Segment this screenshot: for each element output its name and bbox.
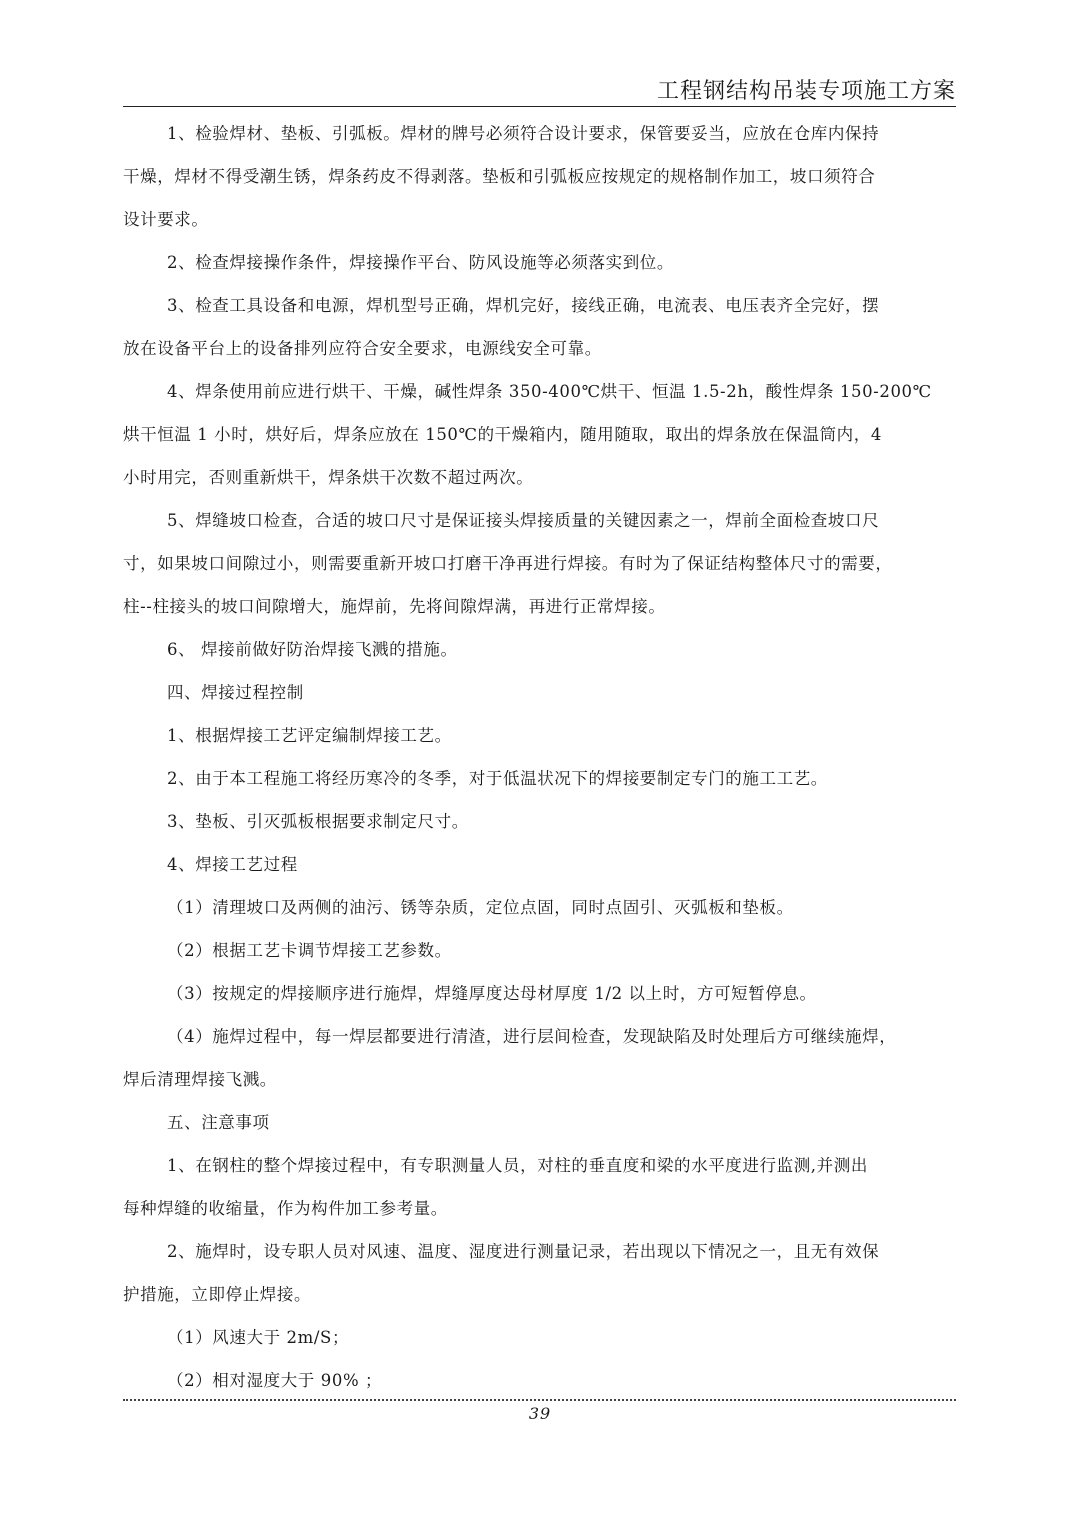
footer-dotted-rule [123, 1399, 956, 1401]
paragraph [123, 1316, 956, 1359]
paragraph [123, 1359, 956, 1402]
paragraph-line: 护措施，立即停止焊接。 [123, 1285, 312, 1304]
paragraph [123, 714, 956, 757]
paragraph [123, 241, 956, 284]
paragraph-line: （4）施焊过程中，每一焊层都要进行清渣，进行层间检查，发现缺陷及时处理后方可继续施焊， [167, 1027, 897, 1046]
paragraph-line: 4、焊接工艺过程 [167, 855, 298, 874]
paragraph-line: 设计要求。 [123, 210, 209, 229]
paragraph-line: 烘干恒温 1 小时，烘好后，焊条应放在 150℃的干燥箱内，随用随取，取出的焊条放在保温筒内，4 [123, 425, 882, 444]
paragraph-line: 干燥，焊材不得受潮生锈，焊条药皮不得剥落。垫板和引弧板应按规定的规格制作加工，坡口须符合 [123, 167, 876, 186]
paragraph-line: （1）风速大于 2m/S； [167, 1328, 350, 1347]
paragraph-line: 四、焊接过程控制 [167, 683, 304, 702]
paragraph [123, 800, 956, 843]
paragraph-line: （2）根据工艺卡调节焊接工艺参数。 [167, 941, 452, 960]
paragraph [123, 886, 956, 929]
paragraph-line: 1、在钢柱的整个焊接过程中，有专职测量人员，对柱的垂直度和梁的水平度进行监测,并测出 [167, 1156, 868, 1175]
paragraph [123, 112, 956, 241]
paragraph-line: 2、检查焊接操作条件，焊接操作平台、防风设施等必须落实到位。 [167, 253, 674, 272]
document-body [123, 112, 956, 1402]
paragraph [123, 929, 956, 972]
paragraph [123, 843, 956, 886]
paragraph-line: 1、根据焊接工艺评定编制焊接工艺。 [167, 726, 452, 745]
paragraph-line: 小时用完，否则重新烘干，焊条烘干次数不超过两次。 [123, 468, 534, 487]
paragraph [123, 1101, 956, 1144]
paragraph-line: （1）清理坡口及两侧的油污、锈等杂质，定位点固，同时点固引、灭弧板和垫板。 [167, 898, 794, 917]
paragraph-line: 4、焊条使用前应进行烘干、干燥，碱性焊条 350-400℃烘干、恒温 1.5-2h，酸性焊条 150-200℃ [167, 382, 932, 401]
paragraph-line: （3）按规定的焊接顺序进行施焊，焊缝厚度达母材厚度 1/2 以上时，方可短暂停息。 [167, 984, 817, 1003]
paragraph-line: 5、焊缝坡口检查，合适的坡口尺寸是保证接头焊接质量的关键因素之一，焊前全面检查坡口尺 [167, 511, 880, 530]
header-rule [123, 106, 956, 107]
paragraph-line: 6、 焊接前做好防治焊接飞溅的措施。 [167, 640, 458, 659]
paragraph [123, 499, 956, 628]
paragraph [123, 757, 956, 800]
paragraph-line: 五、注意事项 [167, 1113, 270, 1132]
paragraph [123, 972, 956, 1015]
paragraph-line: 每种焊缝的收缩量，作为构件加工参考量。 [123, 1199, 448, 1218]
paragraph-line: 3、检查工具设备和电源，焊机型号正确，焊机完好，接线正确，电流表、电压表齐全完好，摆 [167, 296, 880, 315]
paragraph [123, 1144, 956, 1230]
paragraph-line: 1、检验焊材、垫板、引弧板。焊材的牌号必须符合设计要求，保管要妥当，应放在仓库内保持 [167, 124, 880, 143]
paragraph-line: 寸，如果坡口间隙过小，则需要重新开坡口打磨干净再进行焊接。有时为了保证结构整体尺寸的需要， [123, 554, 893, 573]
paragraph [123, 284, 956, 370]
paragraph-line: 放在设备平台上的设备排列应符合安全要求，电源线安全可靠。 [123, 339, 602, 358]
paragraph-line: 2、施焊时，设专职人员对风速、温度、湿度进行测量记录，若出现以下情况之一，且无有效保 [167, 1242, 880, 1261]
paragraph [123, 1230, 956, 1316]
page-number: 39 [528, 1404, 552, 1423]
paragraph-line: 柱--柱接头的坡口间隙增大，施焊前，先将间隙焊满，再进行正常焊接。 [123, 597, 666, 616]
paragraph [123, 1015, 956, 1101]
paragraph-line: （2）相对湿度大于 90% ； [167, 1371, 383, 1390]
header-title: 工程钢结构吊装专项施工方案 [656, 79, 956, 104]
paragraph-line: 3、垫板、引灭弧板根据要求制定尺寸。 [167, 812, 469, 831]
paragraph [123, 671, 956, 714]
paragraph-line: 焊后清理焊接飞溅。 [123, 1070, 277, 1089]
paragraph [123, 628, 956, 671]
paragraph [123, 370, 956, 499]
paragraph-line: 2、由于本工程施工将经历寒冷的冬季，对于低温状况下的焊接要制定专门的施工工艺。 [167, 769, 828, 788]
